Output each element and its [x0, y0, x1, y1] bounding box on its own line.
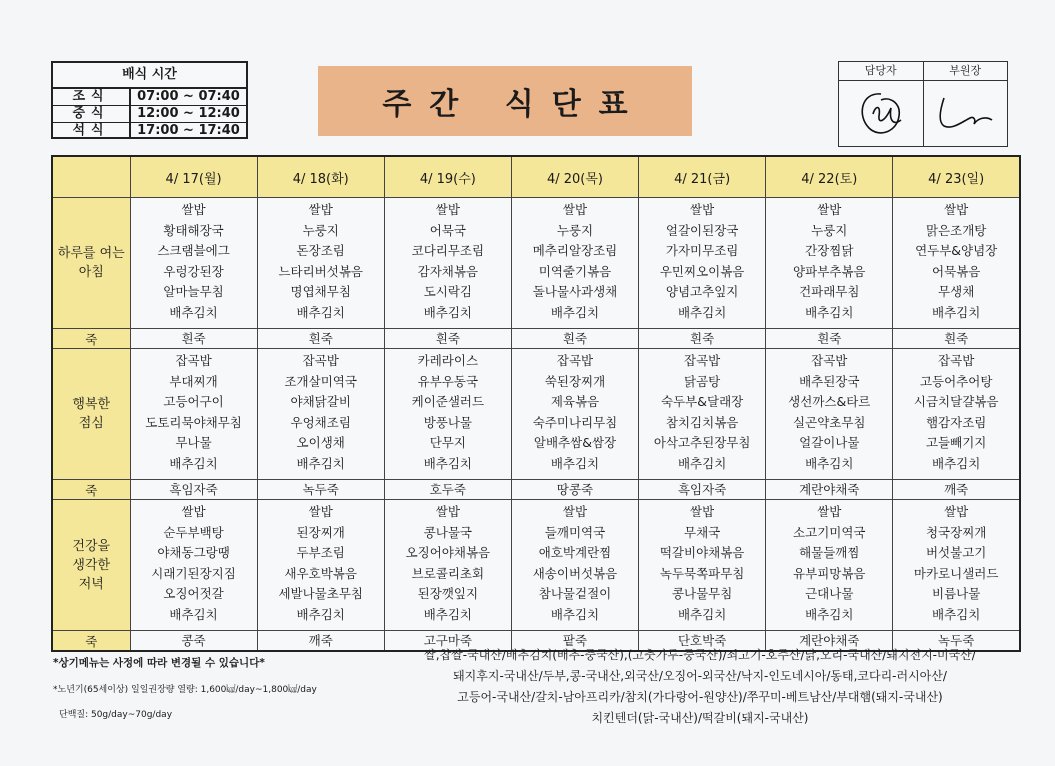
porridge-item: 녹두죽: [893, 631, 1020, 652]
serving-row-breakfast: [53, 89, 246, 105]
menu-item: 쌀밥: [181, 202, 206, 217]
menu-item: 알마늘무침: [163, 284, 224, 299]
porridge-item: 흑임자죽: [639, 480, 766, 500]
menu-item: 두부조림: [296, 545, 345, 560]
meal-cell: [130, 198, 257, 329]
serving-row-dinner: [53, 122, 246, 139]
porridge-item: 계란야채죽: [766, 480, 893, 500]
menu-item: 배추김치: [296, 455, 345, 471]
serving-time-heading: 배식 시간: [53, 63, 246, 89]
menu-item: 쌀밥: [181, 504, 206, 519]
menu-item: 카레라이스: [417, 353, 479, 368]
signature-image: [930, 86, 1000, 142]
date-header: 4/ 21(금): [639, 156, 766, 198]
menu-item: 제육볶음: [550, 394, 600, 409]
serving-label: 석식: [53, 123, 131, 139]
serving-time: 12:00 ~ 12:40: [137, 106, 240, 121]
menu-item: 잡곡밥: [938, 353, 975, 368]
menu-item: 잡곡밥: [556, 353, 594, 368]
menu-item: 잡곡밥: [684, 353, 721, 368]
porridge-item: 팥죽: [511, 631, 638, 652]
origin-line: 고등어-국내산/갈치-남아프리카/참치(가다랑어-원양산)/쭈꾸미-베트남산/부대햄(돼지-국내산): [457, 690, 943, 704]
menu-item: 오징어젓갈: [163, 586, 224, 601]
meal-cell: [766, 500, 893, 631]
menu-item: 도토리묵야채무침: [145, 414, 242, 430]
porridge-item: 녹두죽: [257, 480, 384, 500]
menu-item: 마카로니샐러드: [913, 565, 999, 581]
menu-item: 돈장조림: [296, 243, 345, 258]
meal-cell: [384, 349, 511, 480]
porridge-item: 흰죽: [639, 329, 766, 349]
menu-item: 건파래무침: [799, 284, 860, 299]
menu-item: 해물들깨찜: [799, 545, 860, 560]
porridge-item: 콩죽: [130, 631, 257, 652]
meal-cell: [384, 198, 511, 329]
menu-item: 무나물: [175, 435, 212, 450]
menu-item: 부대찌개: [169, 373, 218, 389]
menu-item: 된장찌개: [296, 524, 345, 540]
meal-cell: [384, 500, 511, 631]
menu-item: 배추김치: [805, 304, 854, 320]
menu-item: 잡곡밥: [811, 353, 848, 368]
menu-item: 숙두부&달래장: [661, 394, 744, 409]
serving-label: 조식: [53, 89, 131, 105]
menu-item: 버섯불고기: [925, 545, 987, 560]
menu-item: 연두부&양념장: [915, 243, 998, 258]
meal-cell: [257, 500, 384, 631]
porridge-row: [52, 480, 1020, 500]
menu-item: 감자채볶음: [417, 263, 479, 279]
menu-item: 쌀밥: [817, 504, 842, 519]
menu-item: 잡곡밥: [175, 353, 212, 368]
date-header: 4/ 18(화): [257, 156, 384, 198]
origin-line: 치킨텐더(닭-국내산)/떡갈비(돼지-국내산): [591, 711, 809, 725]
menu-item: 배추김치: [296, 304, 345, 320]
menu-item: 햄감자조림: [925, 414, 987, 430]
origin-line: 돼지후지-국내산/두부,콩-국내산,외국산/오징어-외국산/낙지-인도네시아/동태,코다리-러시아산/: [453, 669, 947, 683]
menu-item: 쌀밥: [308, 504, 333, 519]
menu-item: 무채국: [684, 524, 721, 540]
change-notice: *상기메뉴는 사정에 따라 변경될 수 있습니다*: [53, 657, 265, 669]
menu-item: 배추김치: [805, 606, 854, 622]
meal-cell: [257, 198, 384, 329]
menu-item: 세발나물초무침: [278, 586, 363, 601]
menu-item: 우렁강된장: [163, 263, 224, 279]
calorie-note: *노년기(65세이상) 일일권장량 열량: 1,600㎉/day~1,800㎉/day: [53, 685, 317, 695]
menu-item: 단무지: [429, 435, 466, 450]
menu-item: 아삭고추된장무침: [653, 435, 751, 450]
meal-row: [52, 198, 1020, 329]
serving-time: 07:00 ~ 07:40: [137, 89, 240, 104]
menu-item: 무생채: [938, 284, 975, 299]
meal-label: 하루를 여는 아침: [52, 198, 130, 329]
menu-item: 새송이버섯볶음: [532, 565, 618, 581]
menu-item: 실곤약초무침: [793, 414, 866, 430]
date-header: 4/ 23(일): [893, 156, 1020, 198]
porridge-item: 흰죽: [130, 329, 257, 349]
menu-item: 쌀밥: [817, 202, 842, 217]
porridge-label: 죽: [52, 329, 130, 349]
menu-item: 얼갈이나물: [799, 435, 860, 450]
menu-item: 참치김치볶음: [665, 414, 739, 430]
menu-item: 황태해장국: [163, 222, 224, 238]
menu-item: 배추김치: [932, 304, 981, 320]
porridge-item: 흰죽: [766, 329, 893, 349]
porridge-item: 흰죽: [511, 329, 638, 349]
menu-item: 닭곰탕: [684, 373, 721, 389]
menu-item: 배추김치: [296, 606, 345, 622]
porridge-item: 흰죽: [384, 329, 511, 349]
menu-item: 잡곡밥: [302, 353, 339, 368]
menu-item: 들깨미역국: [544, 524, 606, 540]
menu-item: 배추김치: [805, 455, 854, 471]
meal-cell: [893, 500, 1020, 631]
menu-item: 근대나물: [805, 586, 854, 601]
menu-item: 배추김치: [932, 606, 981, 622]
menu-item: 미역줄기볶음: [538, 263, 612, 279]
menu-item: 얼갈이된장국: [665, 222, 739, 238]
menu-item: 쌀밥: [944, 202, 969, 217]
menu-item: 야채동그랑땡: [157, 545, 230, 560]
menu-item: 쑥된장찌개: [544, 373, 606, 389]
menu-item: 케이준샐러드: [411, 394, 485, 409]
origin-info: [385, 645, 1015, 729]
menu-item: 우엉채조림: [290, 414, 351, 430]
approval-label: 담당자: [839, 62, 923, 81]
footnotes: [53, 655, 383, 720]
menu-item: 소고기미역국: [793, 524, 866, 540]
menu-item: 배추김치: [423, 455, 472, 471]
menu-item: 비름나물: [932, 586, 981, 601]
menu-item: 가자미무조림: [665, 243, 739, 258]
menu-item: 브로콜리초회: [411, 565, 485, 581]
menu-item: 도시락김: [423, 284, 472, 299]
menu-item: 방풍나물: [423, 414, 472, 430]
porridge-item: 단호박죽: [639, 631, 766, 652]
menu-item: 우민찌오이볶음: [659, 263, 745, 279]
meal-cell: [511, 198, 638, 329]
menu-item: 숙주미나리무침: [532, 414, 618, 430]
porridge-item: 땅콩죽: [511, 480, 638, 500]
menu-item: 배추김치: [550, 455, 600, 471]
signature-director: [924, 81, 1008, 146]
meal-row: [52, 500, 1020, 631]
menu-item: 참나물겉절이: [538, 586, 612, 601]
menu-item: 메추리알장조림: [532, 243, 618, 258]
meal-cell: [130, 500, 257, 631]
menu-item: 생선까스&타르: [788, 394, 871, 409]
meal-cell: [766, 198, 893, 329]
menu-item: 새우호박볶음: [284, 565, 357, 581]
approval-column-manager: [839, 62, 923, 146]
meal-cell: [639, 349, 766, 480]
meal-label: 행복한 점심: [52, 349, 130, 480]
date-header: 4/ 22(토): [766, 156, 893, 198]
menu-item: 쌀밥: [944, 504, 969, 519]
origin-line: 쌀,찹쌀-국내산/배추김치(배추-중국산),(고춧가루-중국산)/쇠고기-호주산/닭,오리-국내산/돼지전지-미국산/: [424, 648, 976, 662]
porridge-item: 흰죽: [893, 329, 1020, 349]
menu-item: 배추김치: [550, 304, 600, 320]
porridge-item: 호두죽: [384, 480, 511, 500]
meal-cell: [893, 349, 1020, 480]
menu-item: 녹두묵쪽파무침: [659, 565, 745, 581]
meal-cell: [130, 349, 257, 480]
menu-item: 배추김치: [169, 606, 218, 622]
porridge-item: 고구마죽: [384, 631, 511, 652]
menu-item: 고들빼기지: [925, 435, 987, 450]
menu-item: 쌀밥: [562, 202, 588, 217]
menu-item: 떡갈비야채볶음: [659, 545, 745, 560]
menu-item: 콩나물무침: [671, 586, 733, 601]
porridge-label: 죽: [52, 480, 130, 500]
menu-item: 오징어야채볶음: [405, 545, 491, 560]
date-header: 4/ 20(목): [511, 156, 638, 198]
menu-item: 시금치달걀볶음: [913, 394, 999, 409]
menu-item: 순두부백탕: [163, 524, 224, 540]
menu-item: 쌀밥: [435, 202, 460, 217]
porridge-item: 계란야채죽: [766, 631, 893, 652]
menu-item: 양파부추볶음: [793, 263, 866, 279]
menu-item: 배추김치: [932, 455, 981, 471]
meal-row: [52, 349, 1020, 480]
menu-item: 쌀밥: [435, 504, 460, 519]
menu-item: 애호박계란찜: [538, 545, 612, 560]
meal-cell: [511, 349, 638, 480]
menu-item: 고등어구이: [163, 394, 224, 409]
menu-item: 쌀밥: [308, 202, 333, 217]
menu-item: 조개살미역국: [284, 373, 357, 389]
menu-item: 누룽지: [302, 222, 339, 238]
weekly-menu-table: [51, 155, 1021, 652]
menu-item: 고등어추어탕: [919, 373, 993, 389]
date-header: 4/ 17(월): [130, 156, 257, 198]
menu-item: 누룽지: [556, 222, 594, 238]
menu-item: 어묵볶음: [932, 263, 981, 279]
menu-item: 배추된장국: [799, 373, 860, 389]
menu-item: 양념고추잎지: [665, 284, 739, 299]
meal-cell: [639, 500, 766, 631]
menu-item: 오이생채: [296, 435, 345, 450]
signature-image: [851, 86, 911, 142]
menu-item: 유부피망볶음: [793, 565, 866, 581]
menu-item: 간장찜닭: [805, 243, 854, 258]
meal-cell: [639, 198, 766, 329]
porridge-item: 깨죽: [257, 631, 384, 652]
serving-label: 중식: [53, 106, 131, 122]
serving-time: 17:00 ~ 17:40: [137, 123, 240, 138]
menu-item: 쌀밥: [690, 202, 715, 217]
meal-cell: [257, 349, 384, 480]
menu-item: 배추김치: [169, 455, 218, 471]
menu-item: 쌀밥: [562, 504, 588, 519]
menu-item: 누룽지: [811, 222, 848, 238]
meal-cell: [511, 500, 638, 631]
porridge-row: [52, 329, 1020, 349]
menu-item: 야채닭갈비: [290, 394, 351, 409]
menu-item: 스크램블에그: [157, 243, 230, 258]
serving-row-lunch: [53, 105, 246, 122]
page-title-box: [318, 66, 692, 136]
approval-label: 부원장: [924, 62, 1008, 81]
signature-manager: [839, 81, 923, 146]
porridge-label: 죽: [52, 631, 130, 652]
meal-cell: [766, 349, 893, 480]
menu-item: 명엽채무침: [290, 284, 351, 299]
menu-item: 맑은조개탕: [925, 222, 987, 238]
meal-cell: [893, 198, 1020, 329]
menu-item: 배추김치: [423, 304, 472, 320]
table-corner: [52, 156, 130, 198]
page-title: 주간 식단표: [382, 87, 646, 122]
menu-item: 코다리무조림: [411, 243, 485, 258]
menu-item: 배추김치: [423, 606, 472, 622]
menu-item: 느타리버섯볶음: [278, 263, 363, 279]
serving-time-box: [51, 61, 248, 139]
menu-item: 배추김치: [169, 304, 218, 320]
date-header: 4/ 19(수): [384, 156, 511, 198]
porridge-item: 깨죽: [893, 480, 1020, 500]
porridge-item: 흰죽: [257, 329, 384, 349]
porridge-item: 흑임자죽: [130, 480, 257, 500]
menu-item: 시래기된장지짐: [151, 565, 236, 581]
menu-item: 된장깻잎지: [417, 586, 479, 601]
menu-item: 배추김치: [677, 606, 727, 622]
meal-label: 건강을 생각한 저녁: [52, 500, 130, 631]
menu-item: 쌀밥: [690, 504, 715, 519]
approval-box: [838, 61, 1008, 147]
protein-note: 단백질: 50g/day~70g/day: [59, 710, 173, 720]
menu-item: 배추김치: [677, 455, 727, 471]
menu-item: 돌나물사과생채: [532, 284, 618, 299]
menu-item: 어묵국: [429, 222, 466, 238]
approval-column-director: [923, 62, 1008, 146]
date-header-row: [52, 156, 1020, 198]
menu-item: 청국장찌개: [925, 524, 987, 540]
menu-item: 유부우동국: [417, 373, 479, 389]
menu-item: 배추김치: [677, 304, 727, 320]
menu-item: 콩나물국: [423, 524, 472, 540]
menu-item: 배추김치: [550, 606, 600, 622]
menu-item: 알배추쌈&쌈장: [533, 435, 617, 450]
